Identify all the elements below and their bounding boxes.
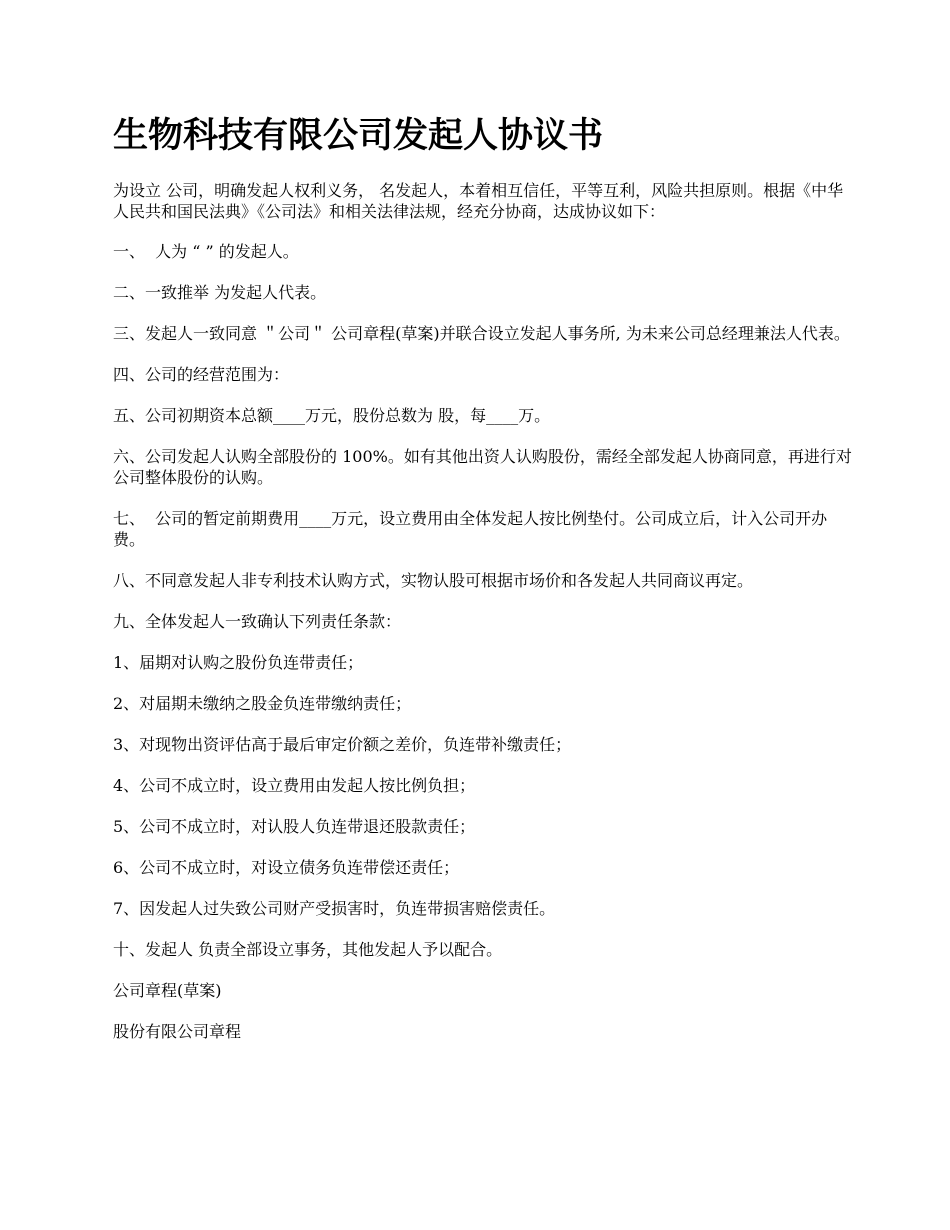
liability-item-2: 2、对届期未缴纳之股金负连带缴纳责任； <box>113 694 412 713</box>
liability-item-6: 6、公司不成立时，对设立债务负连带偿还责任； <box>113 858 460 877</box>
clause-6: 六、公司发起人认购全部股份的 100%。如有其他出资人认购股份，需经全部发起人协商同意，再进行对公司整体股份的认购。 <box>113 447 852 487</box>
clause-9: 九、全体发起人一致确认下列责任条款： <box>113 612 402 631</box>
clause-8: 八、不同意发起人非专利技术认购方式，实物认股可根据市场价和各发起人共同商议再定。 <box>113 571 754 590</box>
clause-2: 二、一致推举 为发起人代表。 <box>113 283 327 302</box>
document-title: 生物科技有限公司发起人协议书 <box>113 116 604 156</box>
document-page <box>113 112 858 1062</box>
liability-item-3: 3、对现物出资评估高于最后审定价额之差价，负连带补缴责任； <box>113 735 572 754</box>
clause-3: 三、发起人一致同意 ＂公司＂ 公司章程(草案)并联合设立发起人事务所, 为未来公司总经理兼法人代表。 <box>113 324 850 343</box>
liability-item-4: 4、公司不成立时，设立费用由发起人按比例负担； <box>113 776 476 795</box>
liability-item-1: 1、届期对认购之股份负连带责任； <box>113 653 364 672</box>
liability-item-5: 5、公司不成立时，对认股人负连带退还股款责任； <box>113 817 476 836</box>
clause-7: 七、 公司的暂定前期费用____万元，设立费用由全体发起人按比例垫付。公司成立后，计入公司开办费。 <box>113 509 828 549</box>
clause-4: 四、公司的经营范围为： <box>113 365 290 384</box>
clause-5: 五、公司初期资本总额____万元，股份总数为 股，每____万。 <box>113 406 551 425</box>
clause-1: 一、 人为 “ ” 的发起人。 <box>113 242 299 261</box>
section-heading-articles-draft: 公司章程(草案) <box>113 981 222 1000</box>
liability-item-7: 7、因发起人过失致公司财产受损害时，负连带损害赔偿责任。 <box>113 899 556 918</box>
clause-10: 十、发起人 负责全部设立事务，其他发起人予以配合。 <box>113 940 503 959</box>
intro-paragraph: 为设立 公司，明确发起人权利义务， 名发起人，本着相互信任，平等互利，风险共担原则。根据《中华人民共和国民法典》《公司法》和相关法律法规，经充分协商，达成协议如下： <box>113 181 844 221</box>
section-heading-articles: 股份有限公司章程 <box>113 1022 242 1041</box>
